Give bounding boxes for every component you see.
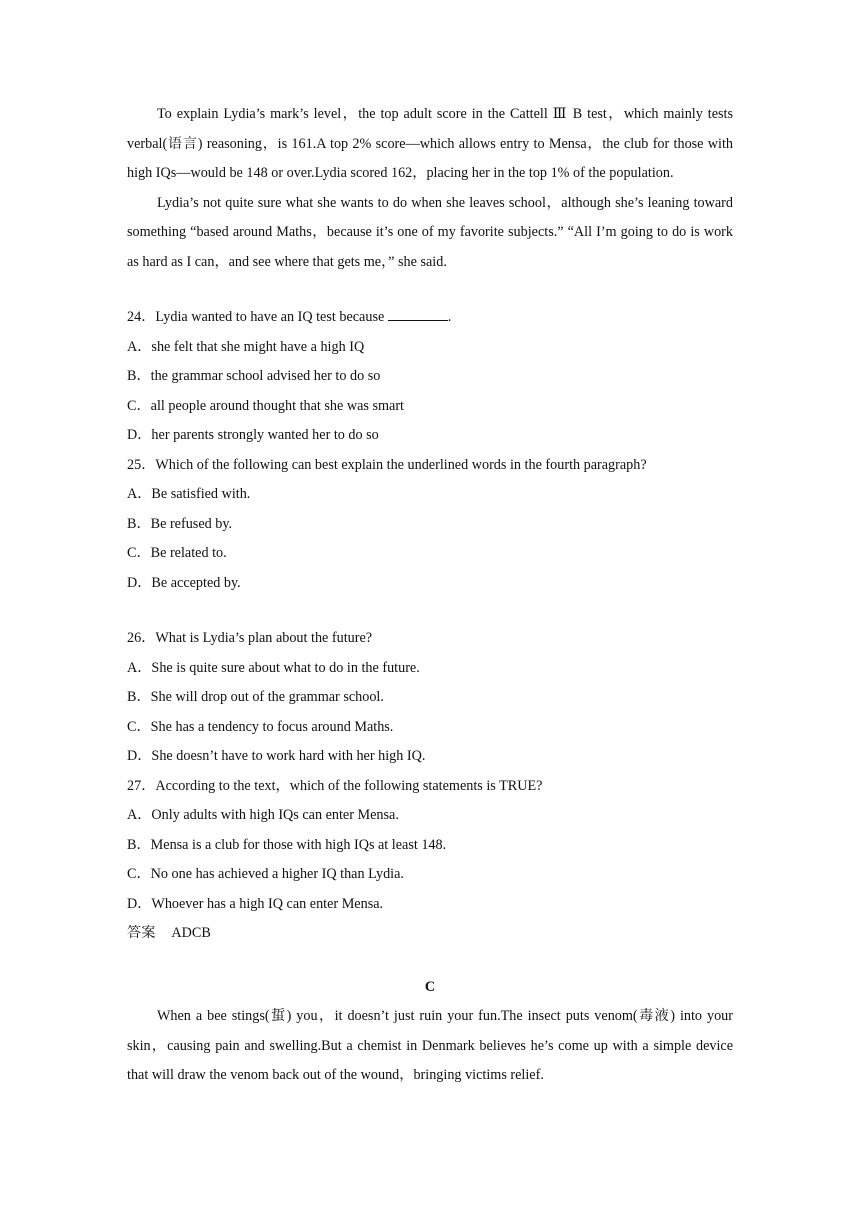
question-27-stem: 27．According to the text，which of the following statements is TRUE? [127,777,543,794]
question-25-stem: 25．Which of the following can best explain the underlined words in the fourth paragraph? [127,456,647,473]
question-26-option-a: A．She is quite sure about what to do in the future. [127,659,420,676]
question-27-option-b: B．Mensa is a club for those with high IQs at least 148. [127,836,447,853]
spacer [127,598,733,624]
section-heading-c: C [424,978,436,995]
question-26-option-d: D．She doesn’t have to work hard with her high IQ. [127,748,426,764]
question-25-option-d: D．Be accepted by. [127,574,241,591]
question-27-option-c: C．No one has achieved a higher IQ than Lydia. [127,866,404,882]
spacer [127,277,733,303]
passage-b-paragraph-1: To explain Lydia’s mark’s level，the top adult score in the Cattell Ⅲ B test，which mainly tests verbal(语言) reasoning，is 161.A top 2% score—which allows entry to Mensa，the club for those with high IQs—would be 148 or over.Lydia scored 162，placing her in the top 1% of the population. [127,106,733,181]
passage-c-paragraph-1: When a bee stings(蜇) you，it doesn’t just ruin your fun.The insect puts venom(毒液) into your skin，causing pain and swelling.But a chemist in Denmark believes he’s come up with a simple device that will draw the venom back out of the wound，bringing victims relief. [127,1008,733,1083]
passage-b-paragraph-2: Lydia’s not quite sure what she wants to do when she leaves school，although she’s leaning toward something “based around Maths，because it’s one of my favorite subjects.” “All I’m going to do is work as hard as I can，and see where that gets me，” she said. [127,194,733,270]
question-24-option-c: C．all people around thought that she was smart [127,397,404,414]
question-26-option-c: C．She has a tendency to focus around Maths. [127,718,394,735]
question-25-option-a: A．Be satisfied with. [127,486,251,502]
answer-blank [388,308,448,321]
question-24-end: . [447,309,452,325]
question-24-option-d: D．her parents strongly wanted her to do so [127,427,379,443]
document-page [127,100,733,1091]
question-24-option-b: B．the grammar school advised her to do so [127,368,381,384]
question-25-option-b: B．Be refused by. [127,515,233,532]
question-24-text: 24．Lydia wanted to have an IQ test because [127,309,388,325]
question-26-option-b: B．She will drop out of the grammar school. [127,689,384,705]
question-27-option-d: D．Whoever has a high IQ can enter Mensa. [127,895,384,912]
answer-label: 答案 [127,925,156,941]
question-25-option-c: C．Be related to. [127,545,227,561]
answer-key [127,919,733,949]
question-27-option-a: A．Only adults with high IQs can enter Mensa. [127,807,399,823]
answer-value: ADCB [171,925,211,941]
question-24-stem [127,303,733,333]
question-24-option-a: A．she felt that she might have a high IQ [127,338,365,355]
question-26-stem: 26．What is Lydia’s plan about the future? [127,630,373,646]
